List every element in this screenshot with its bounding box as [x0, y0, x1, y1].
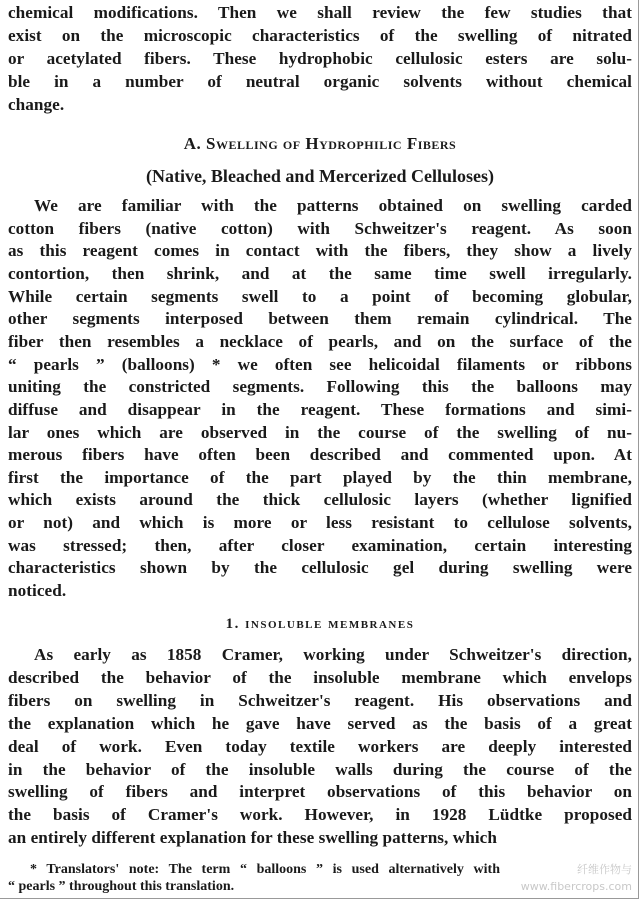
section-subheading-a: (Native, Bleached and Mercerized Celluloses)	[145, 166, 495, 186]
subsection-heading-1: 1. insoluble membranes	[225, 616, 415, 632]
text-line: which exists around the thick cellulosic layers (whether lignified	[8, 490, 632, 510]
footnote-line: * Translators' note: The term “ balloons ” is used alternatively with	[30, 862, 500, 877]
text-line: other segments interposed between them remain cylindrical. The	[8, 309, 632, 329]
text-line: deal of work. Even today textile workers are deeply interested	[8, 736, 632, 756]
text-line: chemical modifications. Then we shall review the few studies that	[8, 3, 632, 22]
text-line: exist on the microscopic characteristics of the swelling of nitrated	[8, 26, 632, 45]
text-line: contortion, then shrink, and at the same time swell irregularly.	[8, 263, 632, 283]
text-line: “ pearls ” (balloons) * we often see helicoidal filaments or ribbons	[8, 354, 632, 374]
section-heading-a: A. Swelling of Hydrophilic Fibers	[183, 134, 457, 153]
text-line: lar ones which are observed in the course of the swelling of nu-	[8, 422, 632, 442]
watermark-cn: 纤维作物与	[577, 863, 632, 876]
text-line: ble in a number of neutral organic solvents without chemical	[8, 72, 632, 91]
text-line: in the behavior of the insoluble walls during the course of the	[8, 759, 632, 779]
watermark-url: www.fibercrops.com	[520, 880, 632, 893]
footnote-line: “ pearls ” throughout this translation.	[8, 879, 235, 894]
text-line: swelling of fibers and interpret observations of this behavior on	[8, 782, 632, 802]
text-line: We are familiar with the patterns obtained on swelling carded	[34, 196, 632, 215]
text-line: diffuse and disappear in the reagent. These formations and simi-	[8, 399, 632, 419]
text-line: or acetylated fibers. These hydrophobic cellulosic esters are solu-	[8, 49, 632, 68]
text-line: change.	[8, 95, 65, 114]
text-line: the basis of Cramer's work. However, in 1928 Lüdtke proposed	[8, 805, 632, 825]
text-line: While certain segments swell to a point of becoming globular,	[8, 286, 632, 306]
text-line: was stressed; then, after closer examination, certain interesting	[8, 535, 632, 555]
text-line: fiber then resembles a necklace of pearls, and on the surface of the	[8, 331, 632, 351]
text-line: an entirely different explanation for these swelling patterns, which	[8, 828, 497, 848]
text-line: As early as 1858 Cramer, working under Schweitzer's direction,	[34, 645, 632, 664]
text-line: characteristics shown by the cellulosic gel during swelling were	[8, 558, 632, 578]
text-line: noticed.	[8, 581, 67, 601]
text-line: as this reagent comes in contact with the fibers, they show a lively	[8, 241, 632, 261]
text-line: uniting the constricted segments. Following this the balloons may	[8, 377, 632, 397]
text-line: the explanation which he gave have served as the basis of a great	[8, 713, 632, 733]
text-line: fibers on swelling in Schweitzer's reagent. His observations and	[8, 690, 632, 710]
text-line: merous fibers have often been described and commented upon. At	[8, 445, 632, 465]
text-line: or not) and which is more or less resistant to cellulose solvents,	[8, 513, 632, 533]
text-line: cotton fibers (native cotton) with Schweitzer's reagent. As soon	[8, 218, 632, 238]
text-line: described the behavior of the insoluble membrane which envelops	[8, 667, 632, 687]
text-line: first the importance of the part played by the thin membrane,	[8, 467, 632, 487]
